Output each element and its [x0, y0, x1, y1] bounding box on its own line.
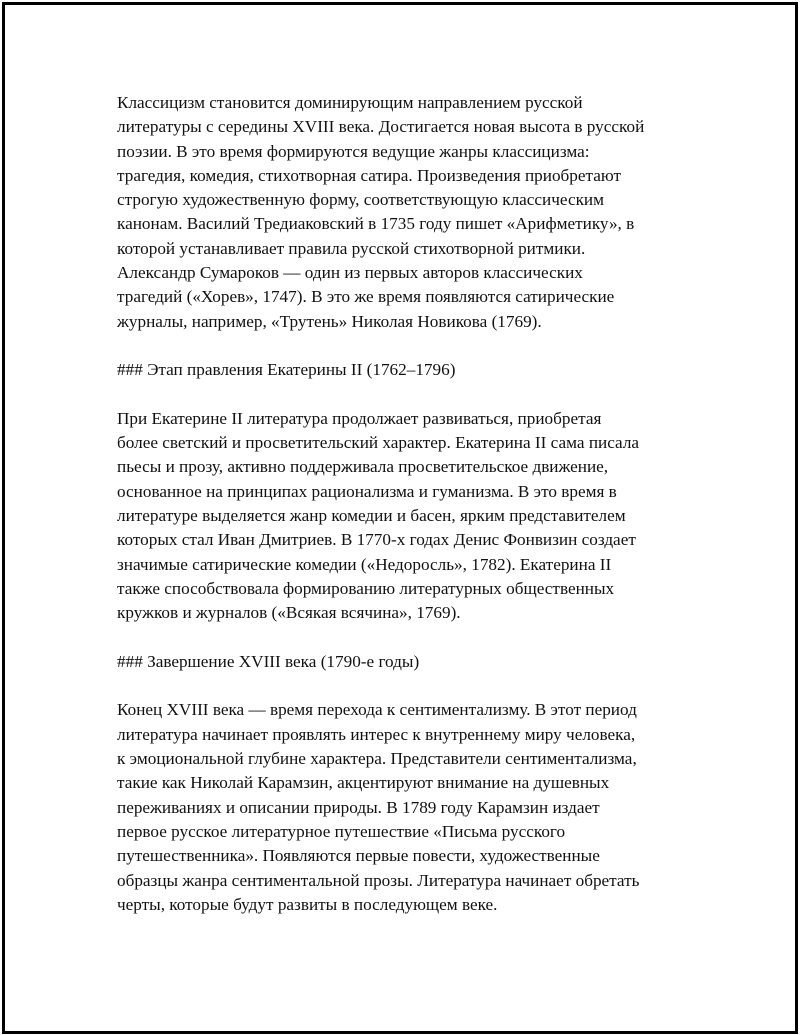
paragraph-gap	[117, 626, 697, 650]
paragraph-catherine: При Екатерине II литература продолжает развиваться, приобретая более светский и просветительский характер. Екатерина II сама писала пьесы и прозу, активно поддерживала просветительское движение, основанное на принципах рационализма и гуманизма. В это время в литературе выделяется жанр комедии и басен, ярким представителем которых стал Иван Дмитриев. В 1770-х годах Денис Фонвизин создает значимые сатирические комедии («Недоросль», 1782). Екатерина II также способствовала формированию литературных общественных кружков и журналов («Всякая всячина», 1769).	[117, 408, 640, 623]
section-heading-catherine: ### Этап правления Екатерины II (1762–1796)	[117, 360, 456, 380]
paragraph-classicism: Классицизм становится доминирующим направлением русской литературы с середины XVIII века. Достигается новая высота в русской поэзии. В это время формируются ведущие жанры классицизма: трагедия, комедия, стихотворная сатира. Произведения приобретают строгую художественную форму, соответствующую классическим канонам. Василий Тредиаковский в 1735 году пишет «Арифметику», в которой устанавливает правила русской стихотворной ритмики. Александр Сумароков — один из первых авторов классических трагедий («Хорев», 1747). В это же время появляются сатирические журналы, например, «Трутень» Николая Новикова (1769).	[117, 93, 645, 331]
paragraph-gap	[117, 383, 697, 407]
paragraph-gap	[117, 674, 697, 698]
paragraph-sentimentalism: Конец XVIII века — время перехода к сентиментализму. В этот период литература начинает проявлять интерес к внутреннему миру человека, к эмоциональной глубине характера. Представители сентиментализма, такие как Николай Карамзин, акцентируют внимание на душевных переживаниях и описании природы. В 1789 году Карамзин издает первое русское литературное путешествие «Письма русского путешественника». Появляются первые повести, художественные образцы жанра сентиментальной прозы. Литература начинает обретать черты, которые будут развиты в последующем веке.	[117, 700, 640, 914]
section-heading-end-of-century: ### Завершение XVIII века (1790-е годы)	[117, 651, 420, 671]
paragraph-gap	[117, 334, 697, 358]
document-body	[117, 91, 697, 917]
